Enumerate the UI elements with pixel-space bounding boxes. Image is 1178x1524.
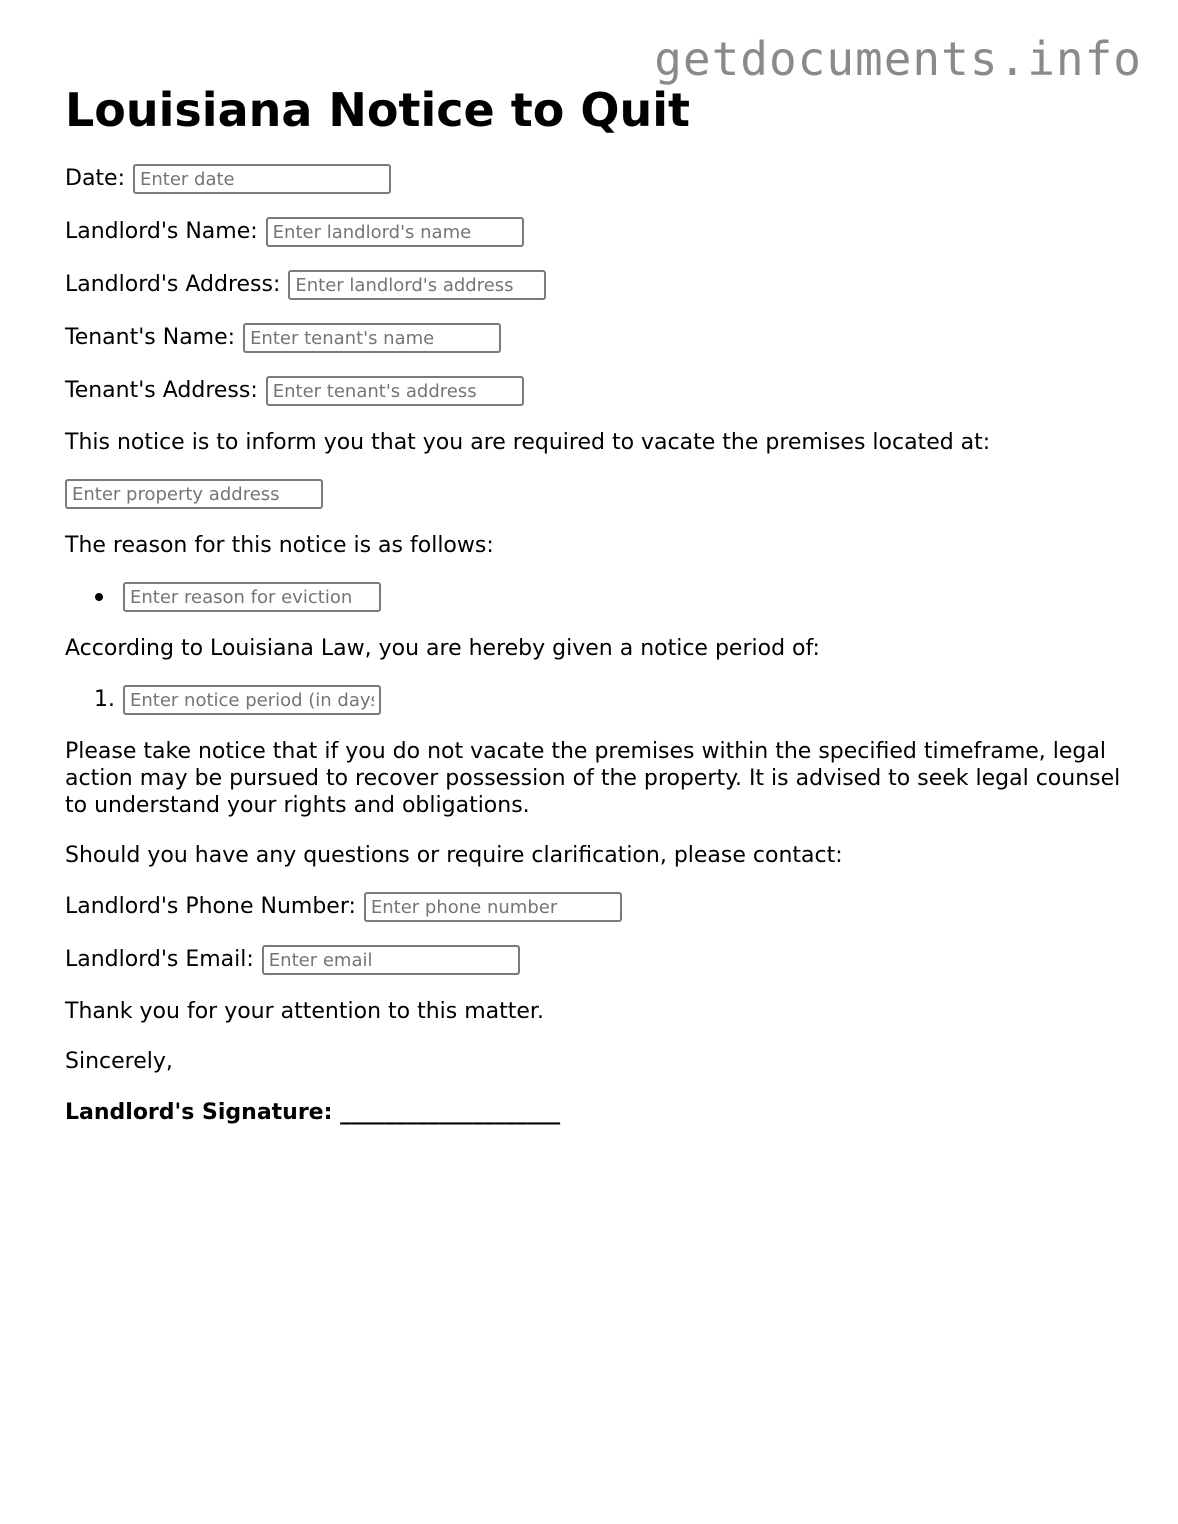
date-label: Date:: [65, 166, 125, 191]
notice-period-input[interactable]: [123, 685, 381, 715]
landlord-address-label: Landlord's Address:: [65, 272, 281, 297]
closing-text: Sincerely,: [65, 1049, 173, 1074]
email-row: [65, 945, 1125, 975]
phone-row: [65, 892, 1125, 922]
landlord-name-input[interactable]: [266, 217, 524, 247]
landlord-address-row: [65, 270, 1125, 300]
reason-input[interactable]: [123, 582, 381, 612]
tenant-name-label: Tenant's Name:: [65, 325, 236, 350]
reason-list-item: [65, 582, 1125, 612]
landlord-name-row: [65, 217, 1125, 247]
notice-period-list-item: [65, 685, 1125, 715]
phone-input[interactable]: [364, 892, 622, 922]
phone-label: Landlord's Phone Number:: [65, 894, 356, 919]
bullet-marker: [65, 582, 123, 612]
list-number: 1.: [94, 687, 115, 712]
signature-line: Landlord's Signature: ____________________: [65, 1100, 561, 1125]
contact-intro-text: Should you have any questions or require clarification, please contact:: [65, 843, 843, 868]
landlord-name-label: Landlord's Name:: [65, 219, 258, 244]
tenant-address-label: Tenant's Address:: [65, 378, 258, 403]
vacate-notice-text: This notice is to inform you that you are required to vacate the premises located at:: [65, 430, 991, 455]
email-input[interactable]: [262, 945, 520, 975]
notice-form: [65, 84, 1125, 1128]
date-row: [65, 164, 1125, 194]
tenant-name-input[interactable]: [243, 323, 501, 353]
tenant-address-input[interactable]: [266, 376, 524, 406]
tenant-address-row: [65, 376, 1125, 406]
tenant-name-row: [65, 323, 1125, 353]
thanks-text: Thank you for your attention to this matter.: [65, 999, 544, 1024]
landlord-address-input[interactable]: [288, 270, 546, 300]
property-address-row: [65, 479, 1125, 509]
reason-intro-text: The reason for this notice is as follows:: [65, 533, 494, 558]
notice-period-intro-text: According to Louisiana Law, you are hereby given a notice period of:: [65, 636, 820, 661]
date-input[interactable]: [133, 164, 391, 194]
page-title: Louisiana Notice to Quit: [65, 83, 690, 137]
warning-text: Please take notice that if you do not vacate the premises within the specified timeframe, legal action may be pursued to recover possession of the property. It is advised to seek legal counsel to understand your rights and obligations.: [65, 739, 1121, 818]
bullet-dot-icon: [95, 593, 103, 601]
watermark: getdocuments.info: [654, 32, 1142, 86]
property-address-input[interactable]: [65, 479, 323, 509]
email-label: Landlord's Email:: [65, 947, 254, 972]
